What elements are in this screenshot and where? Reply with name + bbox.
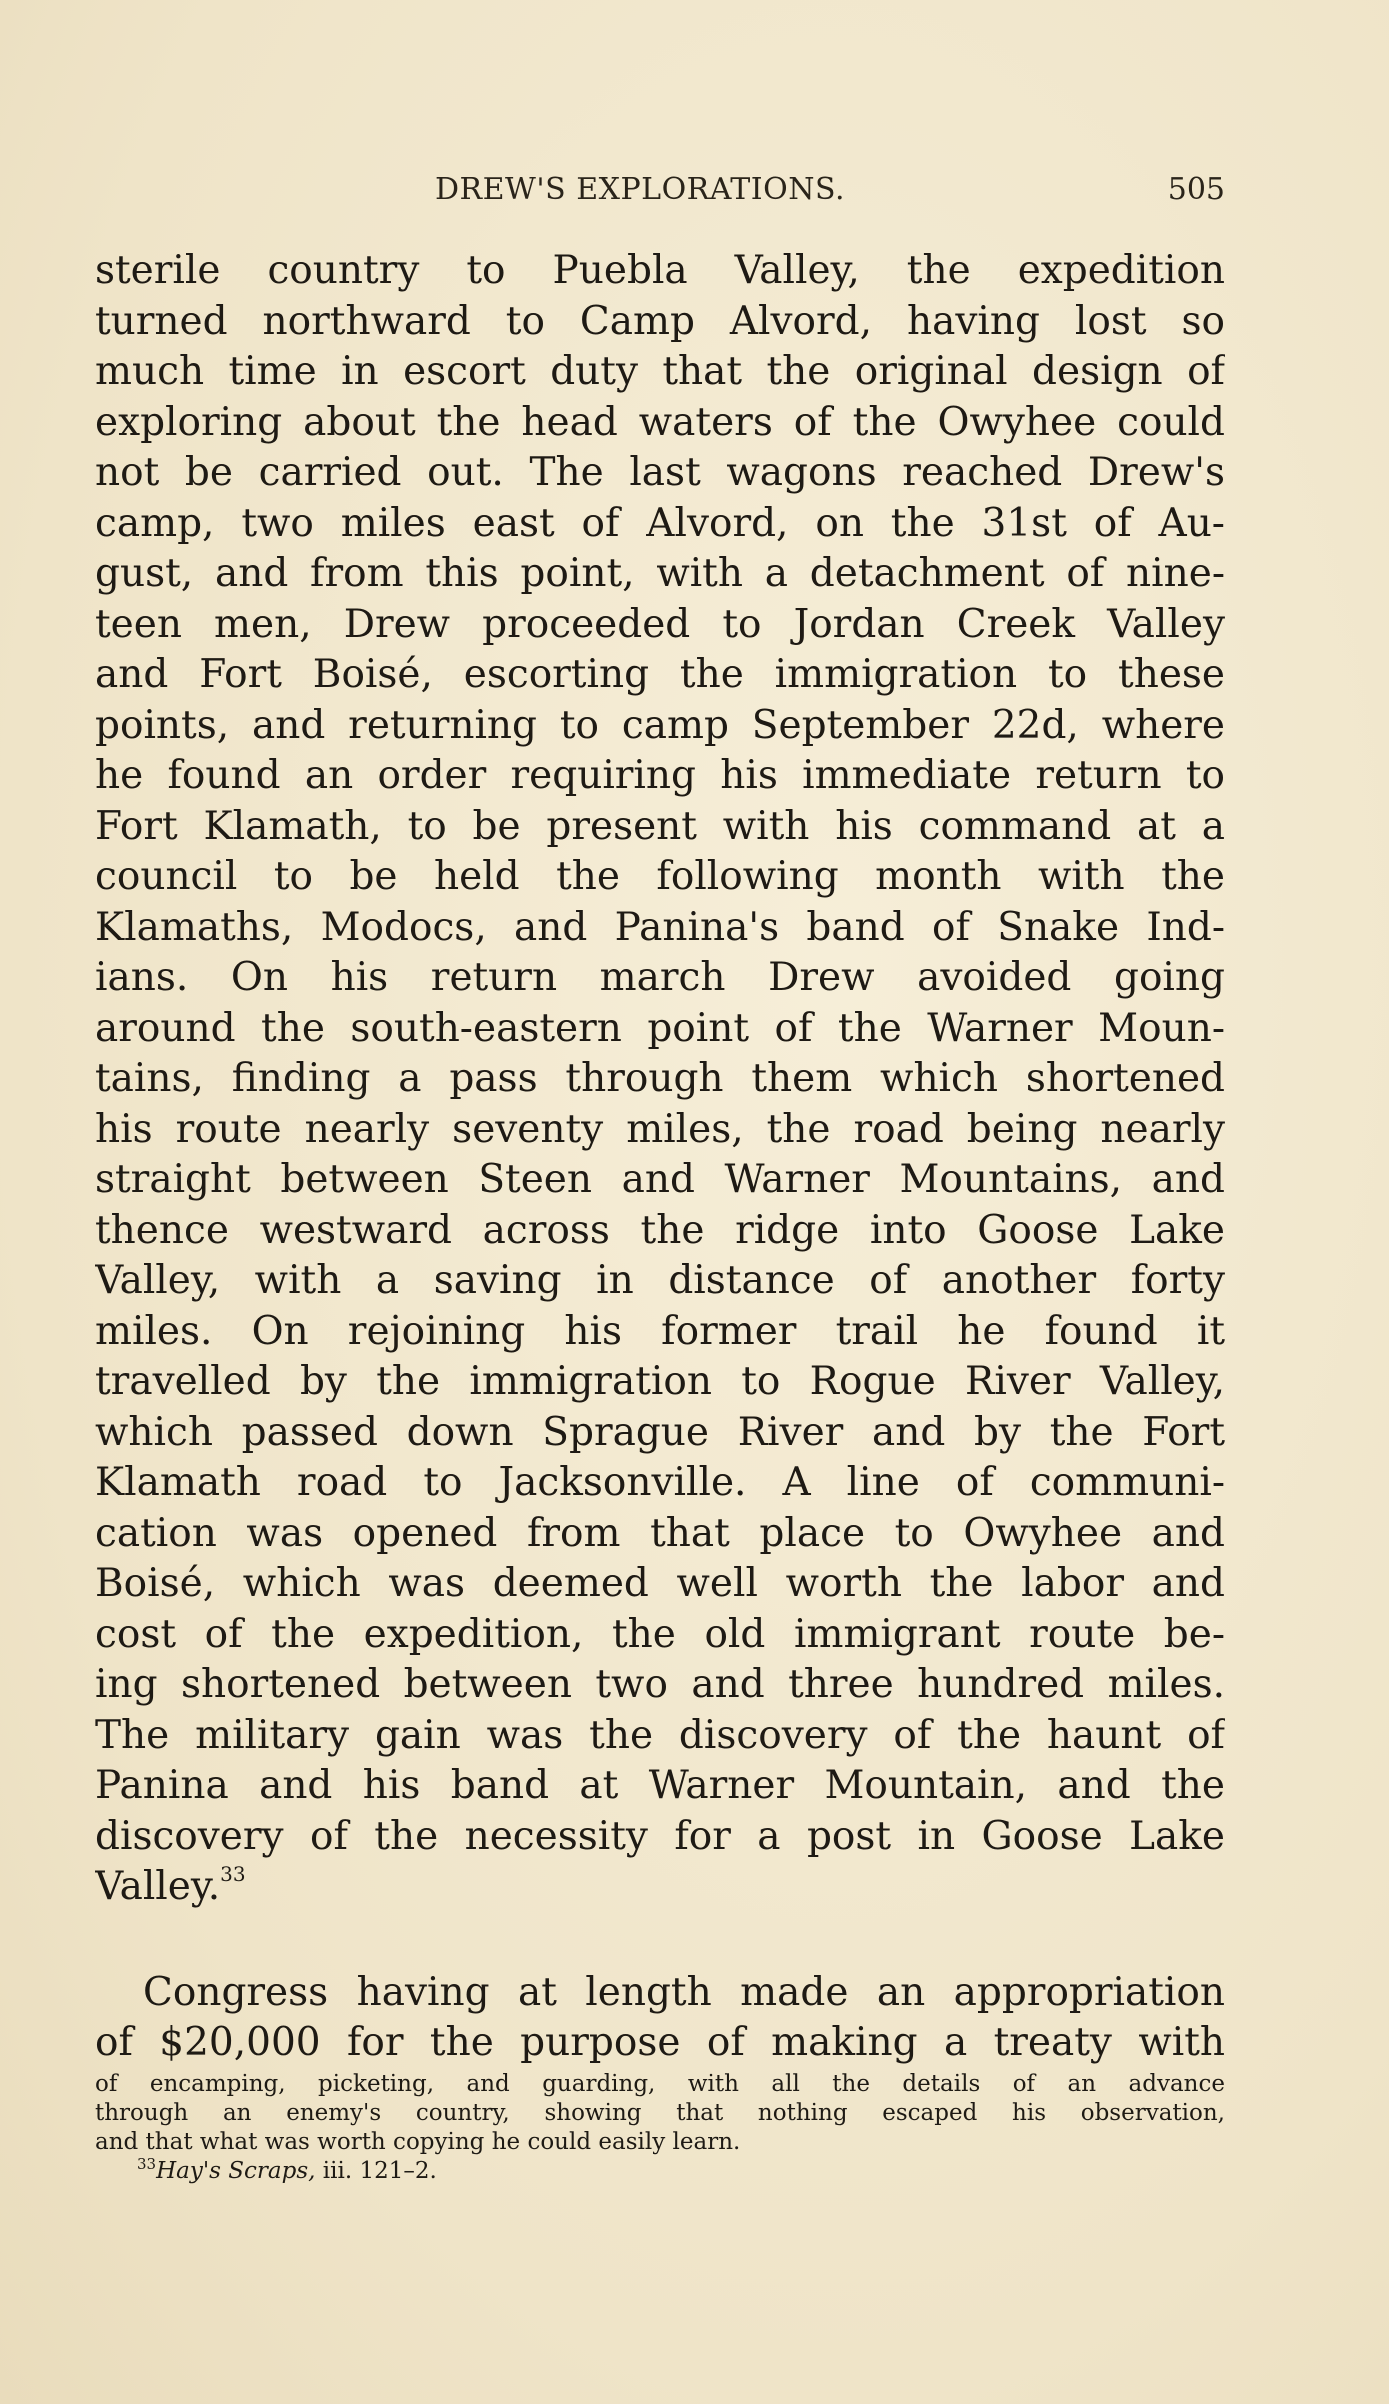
text-line: through an enemy's country, showing that nothing escaped his observation,	[95, 2100, 1225, 2126]
text-line: The military gain was the discovery of the haunt of	[95, 1712, 1225, 1758]
text-line: much time in escort duty that the original design of	[95, 349, 1225, 394]
paragraph-2	[95, 1968, 1225, 2069]
text-line: and Fort Boisé, escorting the immigration to these	[95, 652, 1225, 697]
text-line: of encamping, picketing, and guarding, with all the details of an advance	[95, 2071, 1225, 2097]
text-line: which passed down Sprague River and by the Fort	[95, 1409, 1225, 1455]
footnote-33	[95, 2157, 1225, 2186]
footnote-continuation	[95, 2070, 1225, 2157]
text-line: turned northward to Camp Alvord, having lost so	[95, 298, 1225, 344]
text-line: sterile country to Puebla Valley, the expedition	[95, 248, 1225, 293]
footnotes	[95, 2070, 1225, 2186]
text-line: not be carried out. The last wagons reached Drew's	[95, 450, 1225, 495]
paragraph-1-last-line	[95, 1862, 1225, 1913]
running-head: DREW'S EXPLORATIONS.	[435, 172, 846, 207]
text-line: ians. On his return march Drew avoided going	[95, 955, 1225, 1000]
page-header	[95, 172, 1225, 222]
text-line: gust, and from this point, with a detachment of nine-	[95, 551, 1225, 596]
text-line: Panina and his band at Warner Mountain, and the	[95, 1763, 1225, 1808]
text-line: cost of the expedition, the old immigrant route be-	[95, 1611, 1225, 1657]
footnote-33-ref: iii. 121–2.	[315, 2158, 437, 2184]
footnote-33-number: 33	[137, 2157, 157, 2173]
paragraph-gap	[95, 1913, 1225, 1968]
text-line: Valley, with a saving in distance of another forty	[95, 1258, 1225, 1303]
text-line: council to be held the following month with the	[95, 854, 1225, 899]
text-line: thence westward across the ridge into Goose Lake	[95, 1207, 1225, 1253]
text-line: points, and returning to camp September 22d, where	[95, 702, 1225, 748]
text-line: exploring about the head waters of the Owyhee could	[95, 399, 1225, 445]
text-line: travelled by the immigration to Rogue River Valley,	[95, 1359, 1225, 1404]
last-line-text: Valley.	[95, 1864, 221, 1909]
paragraph-1	[95, 246, 1225, 1862]
text-line: Fort Klamath, to be present with his command at a	[95, 803, 1225, 849]
text-line: Boisé, which was deemed well worth the labor and	[95, 1561, 1225, 1606]
text-line: tains, finding a pass through them which shortened	[95, 1056, 1225, 1101]
text-line: and that what was worth copying he could easily learn.	[95, 2129, 741, 2155]
text-line: teen men, Drew proceeded to Jordan Creek Valley	[95, 601, 1225, 647]
text-line: his route nearly seventy miles, the road being nearly	[95, 1106, 1225, 1152]
footnote-marker-33: 33	[220, 1862, 246, 1886]
footnote-33-title: Hay's Scraps,	[156, 2158, 316, 2184]
text-line: Congress having at length made an appropriation	[143, 1969, 1225, 2015]
text-line: ing shortened between two and three hundred miles.	[95, 1662, 1225, 1707]
text-line: Klamath road to Jacksonville. A line of communi-	[95, 1460, 1225, 1505]
body-text	[95, 246, 1225, 2069]
text-line: Klamaths, Modocs, and Panina's band of Snake Ind-	[95, 904, 1225, 950]
text-line: camp, two miles east of Alvord, on the 31st of Au-	[95, 500, 1225, 546]
text-line: cation was opened from that place to Owyhee and	[95, 1510, 1225, 1556]
text-line: discovery of the necessity for a post in Goose Lake	[95, 1813, 1225, 1859]
page-number: 505	[1167, 172, 1225, 207]
text-line: around the south-eastern point of the Warner Moun-	[95, 1005, 1225, 1051]
text-line: miles. On rejoining his former trail he found it	[95, 1308, 1225, 1354]
text-line: he found an order requiring his immediate return to	[95, 753, 1225, 798]
text-line: of $20,000 for the purpose of making a treaty with	[95, 2020, 1225, 2065]
text-line: straight between Steen and Warner Mountains, and	[95, 1157, 1225, 1202]
